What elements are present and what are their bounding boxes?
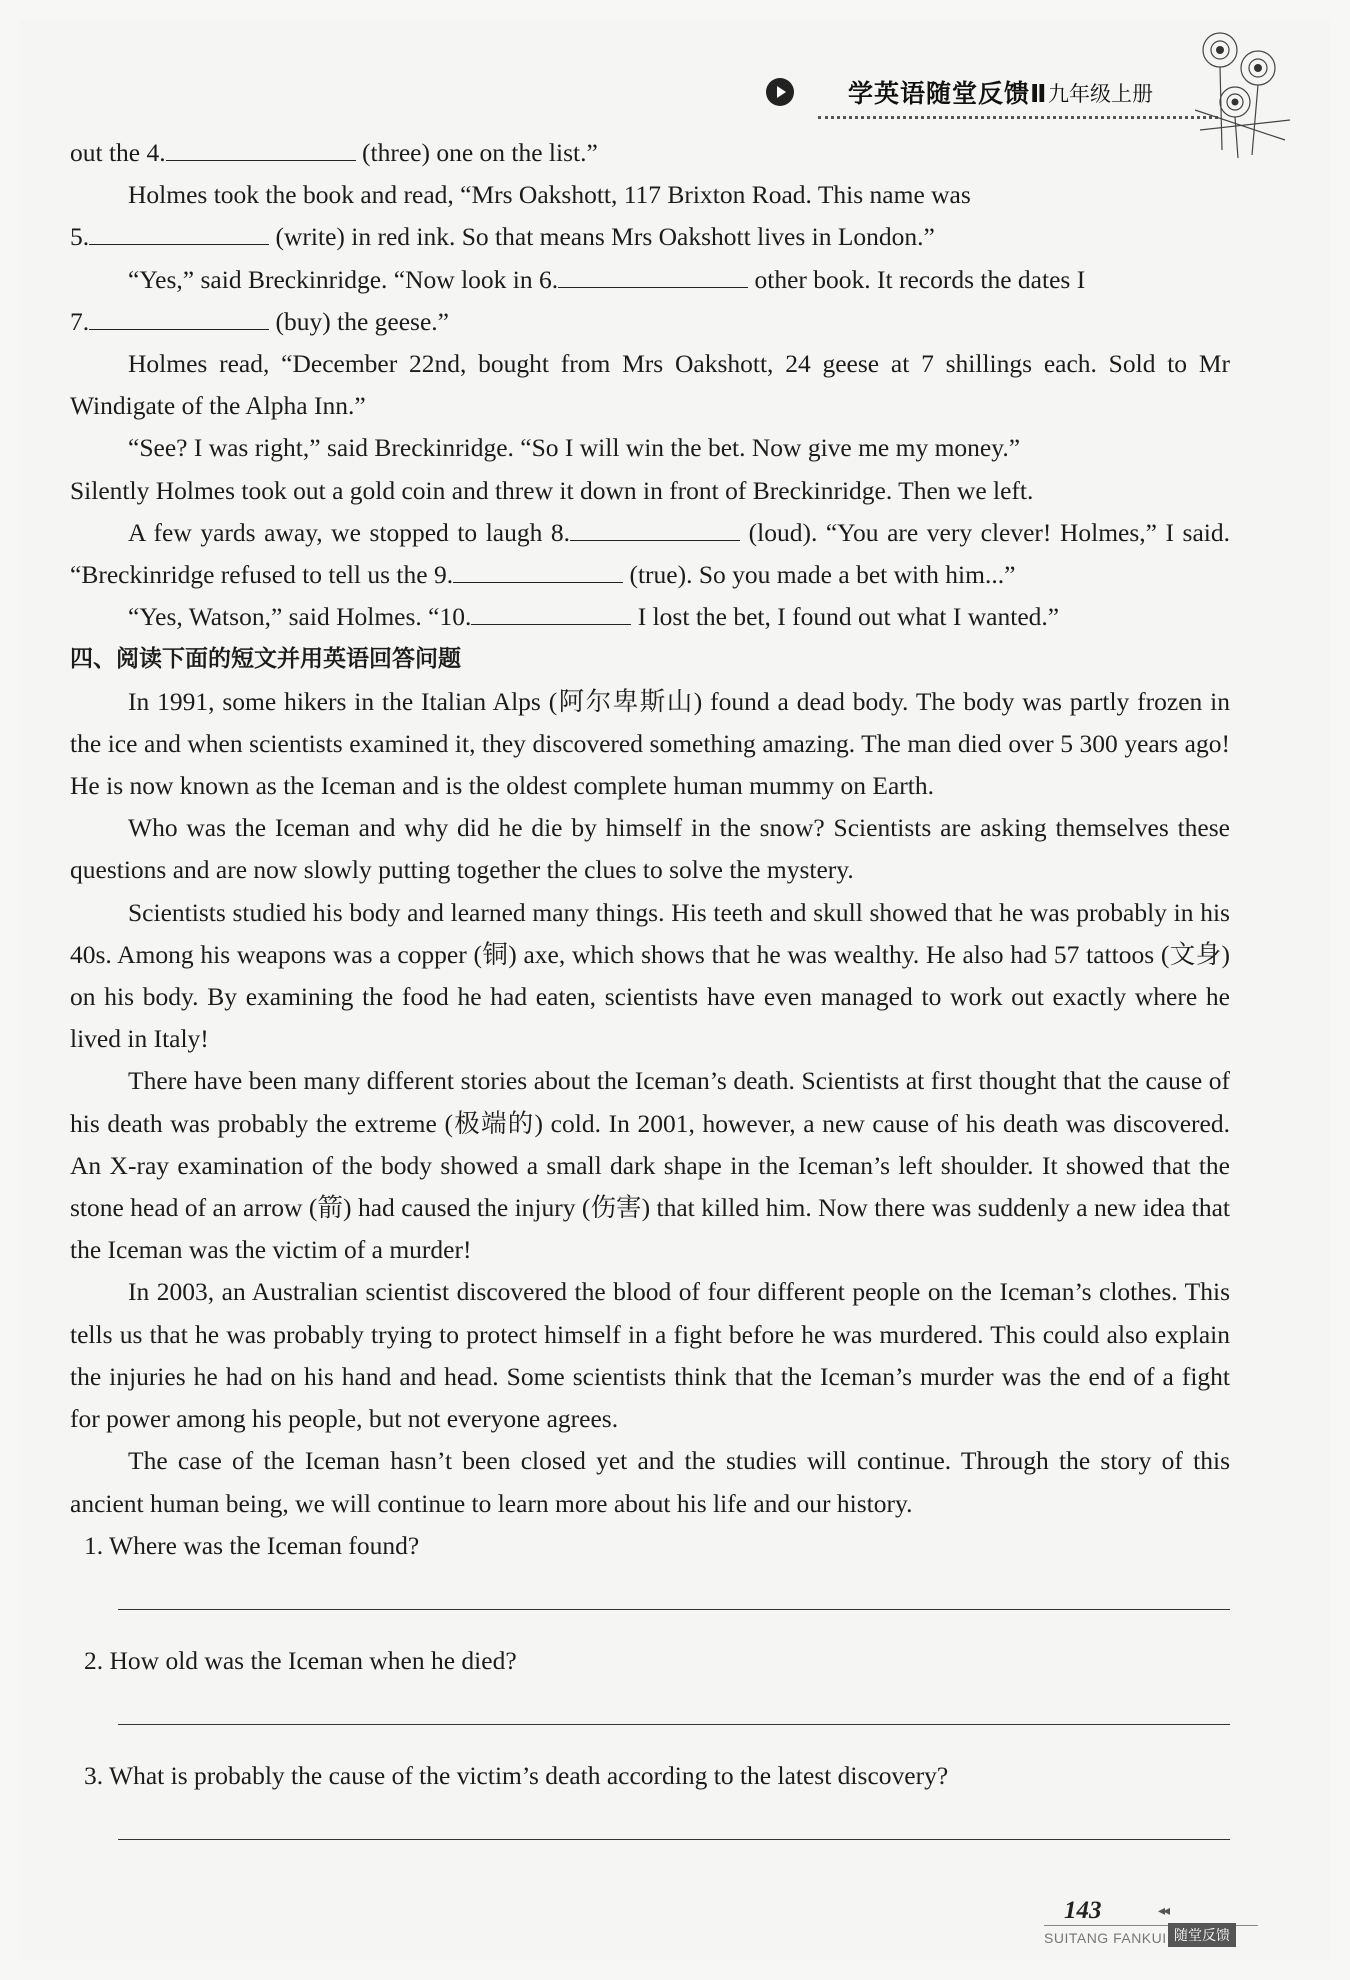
passage-paragraph: Who was the Iceman and why did he die by himself in the snow? Scientists are asking themselves these questions and are now slowly putting together the clues to solve the mystery.	[70, 813, 1230, 885]
answer-line-2[interactable]	[118, 1682, 1230, 1725]
question-item: 1. Where was the Iceman found?	[84, 1530, 420, 1560]
blank-10[interactable]	[471, 624, 631, 625]
question-item: 3. What is probably the cause of the victim’s death according to the latest discovery?	[84, 1761, 949, 1791]
blank-8[interactable]	[570, 540, 740, 541]
story-paragraph	[70, 512, 1230, 596]
answer-line-1[interactable]	[118, 1567, 1230, 1610]
line-text: (loud). “You are very clever! Holmes,” I said. “Breckinridge refused to tell us the 9.	[70, 517, 1231, 590]
line-text: “Yes,” said Breckinridge. “Now look in 6.	[128, 264, 559, 294]
blank-4[interactable]	[166, 160, 356, 161]
story-paragraph	[70, 596, 1230, 638]
line-text: 5.	[70, 222, 90, 252]
arrow-left-icon: ◂◂	[1158, 1903, 1169, 1919]
blank-5[interactable]	[89, 244, 269, 245]
section-heading: 四、阅读下面的短文并用英语回答问题	[70, 646, 461, 673]
book-title: 学英语随堂反馈Ⅱ	[848, 79, 1048, 108]
passage-paragraph: Scientists studied his body and learned many things. His teeth and skull showed that he was probably in his 40s. Among his weapons was a copper (铜) axe, which shows that he was wealthy. He also had 57 tattoos (文身) on his body. By examining the food he had eaten, scientists have even managed to work out exactly where he lived in Italy!	[70, 897, 1230, 1054]
line-text: (buy) the geese.”	[275, 306, 449, 336]
passage-paragraph: In 2003, an Australian scientist discovered the blood of four different people on the Iceman’s clothes. This tells us that he was probably trying to protect himself in a fight before he was murdered. This could also explain the injuries he had on his hand and head. Some scientists think that the Iceman’s murder was the end of a fight for power among his people, but not everyone agrees.	[70, 1277, 1230, 1434]
story-line	[70, 259, 1230, 301]
story-paragraph: “See? I was right,” said Breckinridge. “So I will win the bet. Now give me my money.”	[128, 433, 1021, 463]
line-text: out the 4.	[70, 138, 166, 167]
footer-brand: SUITANG FANKUI	[1044, 1930, 1167, 1946]
line-text: 7.	[70, 306, 90, 336]
blank-6[interactable]	[558, 287, 748, 288]
story-line	[70, 301, 1230, 343]
passage-paragraph: There have been many different stories about the Iceman’s death. Scientists at first thought that the cause of his death was probably the extreme (极端的) cold. In 2001, however, a new cause of his death was discovered. An X-ray examination of the body showed a small dark shape in the Iceman’s left shoulder. It showed that the stone head of an arrow (箭) had caused the injury (伤害) that killed him. Now there was suddenly a new idea that the Iceman was the victim of a murder!	[70, 1066, 1230, 1265]
question-item: 2. How old was the Iceman when he died?	[84, 1645, 517, 1675]
line-text: (true). So you made a bet with him...”	[629, 560, 1016, 590]
page-content	[70, 132, 1230, 1840]
header-dotted-rule	[818, 116, 1218, 119]
story-line: Holmes took the book and read, “Mrs Oakshott, 117 Brixton Road. This name was	[128, 180, 971, 210]
grade-label: 九年级上册	[1048, 82, 1153, 106]
story-line	[70, 132, 1230, 174]
footer-tag: 随堂反馈	[1168, 1923, 1236, 1947]
line-text: “Yes, Watson,” said Holmes. “10.	[128, 602, 472, 632]
passage-paragraph: In 1991, some hikers in the Italian Alps (阿尔卑斯山) found a dead body. The body was partly frozen in the ice and when scientists examined it, they discovered something amazing. The man died over 5 300 years ago! He is now known as the Iceman and is the oldest complete human mummy on Earth.	[70, 686, 1230, 801]
page-number: 143	[1064, 1897, 1102, 1924]
story-line	[70, 216, 1230, 258]
story-paragraph: Holmes read, “December 22nd, bought from Mrs Oakshott, 24 geese at 7 shillings each. Sold to Mr Windigate of the Alpha Inn.”	[70, 349, 1230, 421]
story-paragraph: Silently Holmes took out a gold coin and threw it down in front of Breckinridge. Then we left.	[70, 475, 1034, 505]
line-text: A few yards away, we stopped to laugh 8.	[128, 517, 571, 547]
line-text: (three) one on the list.”	[362, 138, 598, 167]
line-text: other book. It records the dates I	[754, 264, 1086, 294]
passage-paragraph: The case of the Iceman hasn’t been closed yet and the studies will continue. Through the story of this ancient human being, we will continue to learn more about his life and our history.	[70, 1446, 1230, 1518]
play-icon	[766, 78, 794, 106]
line-text: I lost the bet, I found out what I wanted.”	[637, 602, 1060, 632]
line-text: (write) in red ink. So that means Mrs Oakshott lives in London.”	[275, 222, 935, 252]
question-list	[70, 1525, 1230, 1841]
blank-9[interactable]	[453, 582, 623, 583]
answer-line-3[interactable]	[118, 1797, 1230, 1840]
blank-7[interactable]	[89, 329, 269, 330]
